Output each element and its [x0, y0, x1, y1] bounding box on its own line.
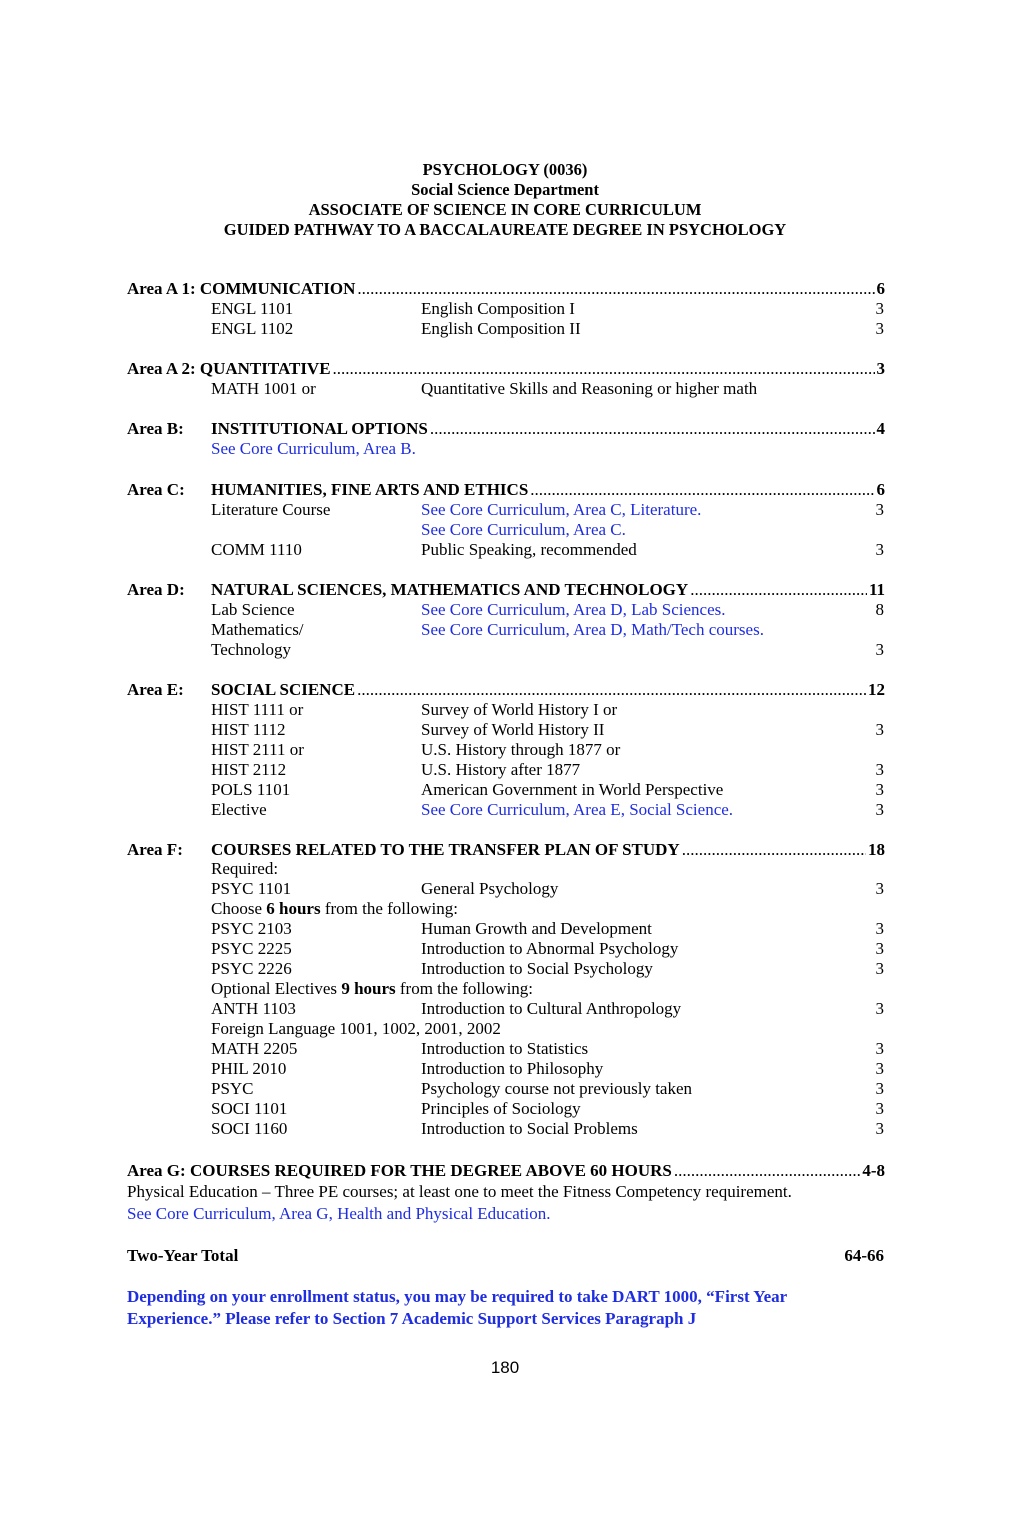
- area-g-hours: 4-8: [862, 1161, 885, 1180]
- core-curriculum-link[interactable]: See Core Curriculum, Area C.: [421, 520, 626, 539]
- course-code: PSYC 1101: [211, 879, 292, 898]
- course-title: English Composition II: [421, 319, 581, 338]
- course-code: Literature Course: [211, 500, 331, 519]
- course-code: ENGL 1101: [211, 299, 294, 318]
- course-code: HIST 2112: [211, 760, 287, 779]
- area-a2-label-title: Area A 2: QUANTITATIVE: [127, 359, 331, 378]
- course-title: Survey of World History II: [421, 720, 605, 739]
- course-code: ANTH 1103: [211, 999, 296, 1018]
- course-title: Quantitative Skills and Reasoning or higher math: [421, 379, 758, 398]
- course-code: Technology: [211, 640, 292, 659]
- course-hours: 3: [875, 999, 884, 1018]
- area-c-title: HUMANITIES, FINE ARTS AND ETHICS: [211, 480, 529, 499]
- course-hours: 3: [875, 540, 884, 559]
- course-code: Lab Science: [211, 600, 295, 619]
- area-e-hours: 12: [868, 680, 885, 699]
- course-hours: 8: [875, 600, 884, 619]
- area-f-title: COURSES RELATED TO THE TRANSFER PLAN OF STUDY: [211, 840, 680, 859]
- area-e-title: SOCIAL SCIENCE: [211, 680, 356, 699]
- course-code: Mathematics/: [211, 620, 304, 639]
- doc-title: PSYCHOLOGY (0036): [422, 160, 588, 179]
- core-curriculum-link[interactable]: See Core Curriculum, Area E, Social Science.: [421, 800, 734, 819]
- course-title: American Government in World Perspective: [421, 780, 724, 799]
- course-code: ENGL 1102: [211, 319, 294, 338]
- leader-dots: [357, 279, 874, 299]
- area-d-heading: [127, 580, 885, 600]
- area-g-heading: [127, 1161, 885, 1181]
- enrollment-notice-line1: Depending on your enrollment status, you may be required to take DART 1000, “First Year: [127, 1287, 788, 1306]
- course-code: PSYC 2103: [211, 919, 292, 938]
- two-year-total-hours: 64-66: [844, 1246, 884, 1265]
- course-hours: 3: [875, 1099, 884, 1118]
- course-title: Introduction to Cultural Anthropology: [421, 999, 682, 1018]
- core-curriculum-link[interactable]: See Core Curriculum, Area D, Math/Tech courses.: [421, 620, 764, 639]
- course-code: PSYC 2226: [211, 959, 292, 978]
- area-a1-label-title: Area A 1: COMMUNICATION: [127, 279, 356, 298]
- course-code: PSYC: [211, 1079, 254, 1098]
- course-title: Introduction to Social Problems: [421, 1119, 638, 1138]
- area-f-hours: 18: [868, 840, 885, 859]
- course-code: PHIL 2010: [211, 1059, 287, 1078]
- area-f-label: Area F:: [127, 840, 183, 859]
- area-b-title: INSTITUTIONAL OPTIONS: [211, 419, 428, 438]
- area-a2-heading: [127, 359, 885, 379]
- course-title: U.S. History through 1877 or: [421, 740, 621, 759]
- area-c-hours: 6: [876, 480, 885, 499]
- core-curriculum-link[interactable]: See Core Curriculum, Area G, Health and Physical Education.: [127, 1204, 551, 1223]
- course-hours: 3: [875, 299, 884, 318]
- course-hours: 3: [875, 760, 884, 779]
- course-title: Introduction to Abnormal Psychology: [421, 939, 679, 958]
- foreign-language: Foreign Language 1001, 1002, 2001, 2002: [211, 1019, 501, 1038]
- pe-requirement: Physical Education – Three PE courses; at least one to meet the Fitness Competency requirement.: [127, 1182, 792, 1201]
- area-e-heading: [127, 680, 885, 700]
- leader-dots: [530, 480, 874, 500]
- area-a1-heading: [127, 279, 885, 299]
- course-title: Introduction to Philosophy: [421, 1059, 604, 1078]
- leader-dots: [430, 419, 875, 439]
- department: Social Science Department: [411, 180, 599, 199]
- core-curriculum-link[interactable]: See Core Curriculum, Area D, Lab Sciences.: [421, 600, 726, 619]
- course-code: POLS 1101: [211, 780, 291, 799]
- leader-dots: [357, 680, 866, 700]
- course-title: English Composition I: [421, 299, 575, 318]
- course-title: Psychology course not previously taken: [421, 1079, 693, 1098]
- area-b-hours: 4: [876, 419, 885, 438]
- course-code: HIST 1112: [211, 720, 286, 739]
- core-curriculum-link[interactable]: See Core Curriculum, Area B.: [211, 439, 416, 458]
- two-year-total-label: Two-Year Total: [127, 1246, 239, 1265]
- leader-dots: [333, 359, 875, 379]
- course-title: Public Speaking, recommended: [421, 540, 637, 559]
- optional-instruction: Optional Electives 9 hours from the following:: [211, 979, 534, 998]
- enrollment-notice-line2: Experience.” Please refer to Section 7 Academic Support Services Paragraph J: [127, 1309, 697, 1328]
- course-hours: 3: [875, 1079, 884, 1098]
- course-hours: 3: [875, 959, 884, 978]
- area-d-title: NATURAL SCIENCES, MATHEMATICS AND TECHNOLOGY: [211, 580, 689, 599]
- leader-dots: [690, 580, 867, 600]
- course-hours: 3: [875, 640, 884, 659]
- area-c-label: Area C:: [127, 480, 185, 499]
- course-code: MATH 2205: [211, 1039, 298, 1058]
- course-hours: 3: [875, 800, 884, 819]
- course-title: Introduction to Social Psychology: [421, 959, 653, 978]
- course-code: MATH 1001 or: [211, 379, 316, 398]
- required-label: Required:: [211, 859, 279, 878]
- area-g-label-title: Area G: COURSES REQUIRED FOR THE DEGREE ABOVE 60 HOURS: [127, 1161, 672, 1180]
- course-hours: 3: [875, 319, 884, 338]
- course-hours: 3: [875, 1039, 884, 1058]
- course-title: U.S. History after 1877: [421, 760, 581, 779]
- area-b-label: Area B:: [127, 419, 184, 438]
- area-b-heading: [127, 419, 885, 439]
- choose-instruction: Choose 6 hours from the following:: [211, 899, 458, 918]
- course-title: Introduction to Statistics: [421, 1039, 589, 1058]
- area-e-label: Area E:: [127, 680, 184, 699]
- pathway-title: GUIDED PATHWAY TO A BACCALAUREATE DEGREE IN PSYCHOLOGY: [223, 220, 787, 239]
- leader-dots: [682, 840, 866, 860]
- course-code: SOCI 1101: [211, 1099, 288, 1118]
- course-code: PSYC 2225: [211, 939, 292, 958]
- course-code: HIST 2111 or: [211, 740, 304, 759]
- course-code: SOCI 1160: [211, 1119, 288, 1138]
- area-d-label: Area D:: [127, 580, 185, 599]
- area-a2-hours: 3: [876, 359, 885, 378]
- course-hours: 3: [875, 1059, 884, 1078]
- core-curriculum-link[interactable]: See Core Curriculum, Area C, Literature.: [421, 500, 702, 519]
- course-hours: 3: [875, 919, 884, 938]
- course-code: Elective: [211, 800, 267, 819]
- degree-title: ASSOCIATE OF SCIENCE IN CORE CURRICULUM: [308, 200, 702, 219]
- area-f-heading: [127, 840, 885, 860]
- course-hours: 3: [875, 879, 884, 898]
- area-a1-hours: 6: [876, 279, 885, 298]
- page-number: 180: [490, 1358, 520, 1377]
- leader-dots: [674, 1161, 860, 1181]
- area-c-heading: [127, 480, 885, 500]
- course-title: Human Growth and Development: [421, 919, 652, 938]
- course-title: Principles of Sociology: [421, 1099, 581, 1118]
- course-title: Survey of World History I or: [421, 700, 618, 719]
- course-code: HIST 1111 or: [211, 700, 304, 719]
- course-hours: 3: [875, 1119, 884, 1138]
- course-hours: 3: [875, 720, 884, 739]
- course-hours: 3: [875, 500, 884, 519]
- course-title: General Psychology: [421, 879, 559, 898]
- course-hours: 3: [875, 939, 884, 958]
- course-hours: 3: [875, 780, 884, 799]
- course-code: COMM 1110: [211, 540, 302, 559]
- area-d-hours: 11: [868, 580, 885, 599]
